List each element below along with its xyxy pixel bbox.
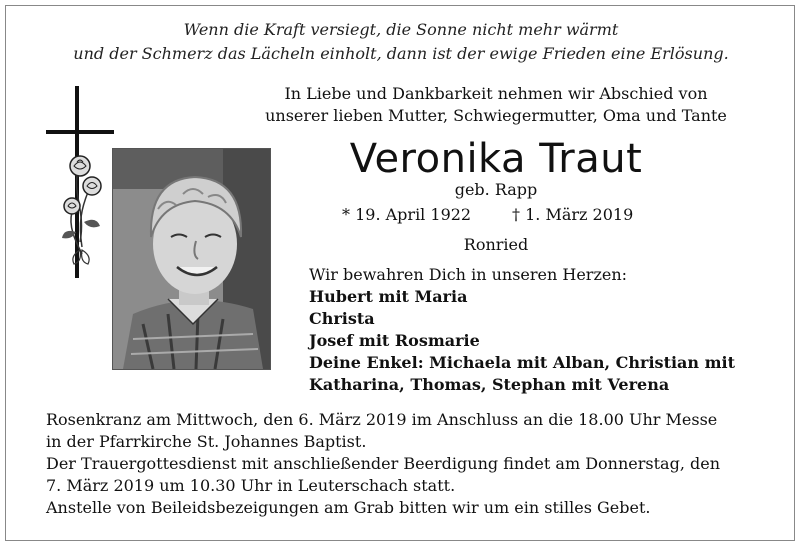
footer-line: Rosenkranz am Mittwoch, den 6. März 2019 im Anschluss an die 18.00 Uhr Messe xyxy=(46,410,718,429)
quote-line-2: und der Schmerz das Lächeln einholt, dann ist der ewige Frieden eine Erlösung. xyxy=(73,44,729,63)
maiden-name: geb. Rapp xyxy=(454,180,538,199)
obituary-notice xyxy=(5,5,795,541)
place: Ronried xyxy=(463,235,529,254)
quote-line-1: Wenn die Kraft versiegt, die Sonne nicht mehr wärmt xyxy=(183,20,619,39)
family-section xyxy=(309,264,779,396)
family-line: Josef mit Rosmarie xyxy=(309,331,480,350)
footer-line: Anstelle von Beileidsbezeigungen am Grab bitten wir um ein stilles Gebet. xyxy=(46,498,651,517)
intro-line-2: unserer lieben Mutter, Schwiegermutter, Oma und Tante xyxy=(265,106,727,125)
intro-line-1: In Liebe und Dankbarkeit nehmen wir Abschied von xyxy=(284,84,708,103)
deceased-name: Veronika Traut xyxy=(349,136,643,182)
footer-line: Der Trauergottesdienst mit anschließender Beerdigung findet am Donnerstag, den xyxy=(46,454,720,473)
family-intro: Wir bewahren Dich in unseren Herzen: xyxy=(309,265,628,284)
family-line: Deine Enkel: Michaela mit Alban, Christian mit xyxy=(309,353,735,372)
cross-with-roses-icon xyxy=(42,82,122,282)
birth-date: * 19. April 1922 xyxy=(342,205,472,224)
footer-line: in der Pfarrkirche St. Johannes Baptist. xyxy=(46,432,367,451)
family-line: Hubert mit Maria xyxy=(309,287,468,306)
family-line: Katharina, Thomas, Stephan mit Verena xyxy=(309,375,670,394)
footer-line: 7. März 2019 um 10.30 Uhr in Leuterschach statt. xyxy=(46,476,456,495)
family-line: Christa xyxy=(309,309,375,328)
death-date: † 1. März 2019 xyxy=(512,205,634,224)
service-details xyxy=(46,409,766,519)
portrait-photo xyxy=(112,148,271,370)
